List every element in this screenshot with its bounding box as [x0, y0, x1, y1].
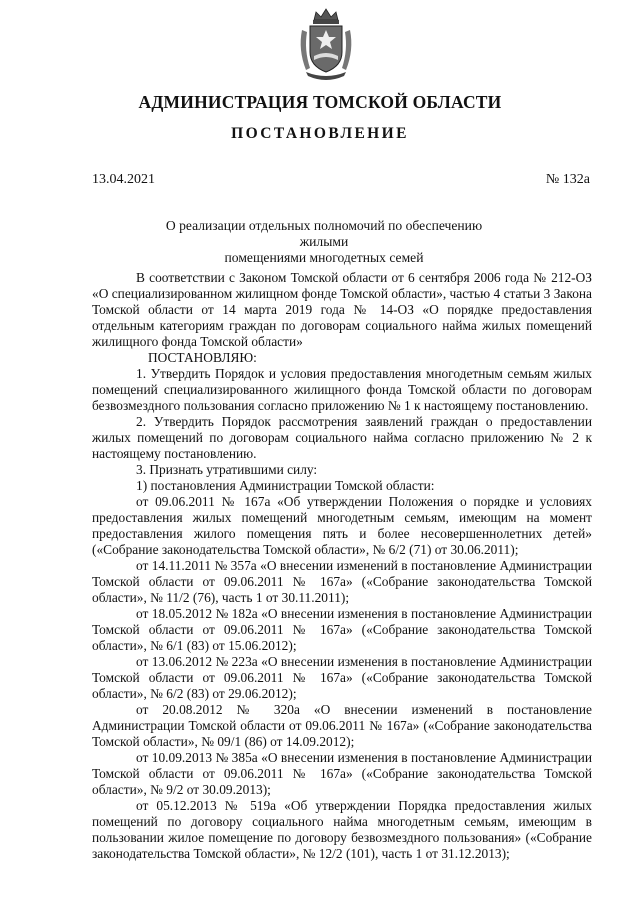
act-item: от 18.05.2012 № 182а «О внесении изменения в постановление Администрации Томской области от 09.06.2011 № 167а» («Собрание законодательства Томской области», № 6/1 (83) от 15.06.2012); — [92, 606, 592, 653]
item-3-1: 1) постановления Администрации Томской области: — [136, 478, 435, 493]
title-line-1: О реализации отдельных полномочий по обеспечению жилыми — [165, 218, 483, 249]
document-number: № 132а — [545, 172, 590, 187]
document-date: 13.04.2021 — [92, 172, 155, 187]
act-item: от 13.06.2012 № 223а «О внесении изменения в постановление Администрации Томской области от 09.06.2011 № 167а» («Собрание законодательства Томской области», № 6/2 (83) от 29.06.2012); — [92, 654, 592, 701]
item-2: 2. Утвердить Порядок рассмотрения заявлений граждан о предоставлении жилых помещений по договорам социального найма согласно приложению № 2 к настоящему постановлению. — [92, 414, 592, 461]
item-1: 1. Утвердить Порядок и условия предоставления многодетным семьям жилых помещений специализированного жилищного фонда Томской области по договорам безвозмездного пользования согласно приложению № 1 к настоящему постановлению. — [92, 366, 592, 413]
document-type: ПОСТАНОВЛЕНИЕ — [231, 125, 409, 142]
preamble: В соответствии с Законом Томской области от 6 сентября 2006 года № 212-ОЗ «О специализированном жилищном фонде Томской области», частью 4 статьи 3 Закона Томской области от 14 марта 2019 года № 14-ОЗ «О порядке предоставления отдельным категориям граждан по договорам социального найма жилых помещений жилищного фонда Томской области» — [92, 270, 592, 349]
decree-word: ПОСТАНОВЛЯЮ: — [148, 350, 257, 365]
act-item: от 05.12.2013 № 519а «Об утверждении Порядка предоставления жилых помещений по договору социального найма многодетным семьям, имеющим в пользовании жилое помещение по договору безвозмездного пользования» («Собрание законодательства Томской области», № 12/2 (101), часть 1 от 31.12.2013); — [92, 798, 592, 861]
organization-name: АДМИНИСТРАЦИЯ ТОМСКОЙ ОБЛАСТИ — [138, 92, 502, 112]
coat-of-arms-icon — [296, 6, 356, 82]
title-line-2: помещениями многодетных семей — [224, 250, 424, 265]
document-title — [140, 218, 508, 266]
act-item: от 10.09.2013 № 385а «О внесении изменения в постановление Администрации Томской области от 09.06.2011 № 167а» («Собрание законодательства Томской области», № 9/2 от 30.09.2013); — [92, 750, 592, 797]
item-3: 3. Признать утратившими силу: — [136, 462, 318, 477]
act-item: от 09.06.2011 № 167а «Об утверждении Положения о порядке и условиях предоставления жилых помещений многодетным семьям, имеющим на момент предоставления жилого помещения пять и более несовершеннолетних детей» («Собрание законодательства Томской области», № 6/2 (71) от 30.06.2011); — [92, 494, 592, 557]
act-item: от 14.11.2011 № 357а «О внесении изменений в постановление Администрации Томской области от 09.06.2011 № 167а» («Собрание законодательства Томской области», № 11/2 (76), часть 1 от 30.11.2011); — [92, 558, 592, 605]
document-body — [92, 270, 592, 862]
act-item: от 20.08.2012 № 320а «О внесении изменений в постановление Администрации Томской области от 09.06.2011 № 167а» («Собрание законодательства Томской области», № 09/1 (86) от 14.09.2012); — [92, 702, 592, 749]
